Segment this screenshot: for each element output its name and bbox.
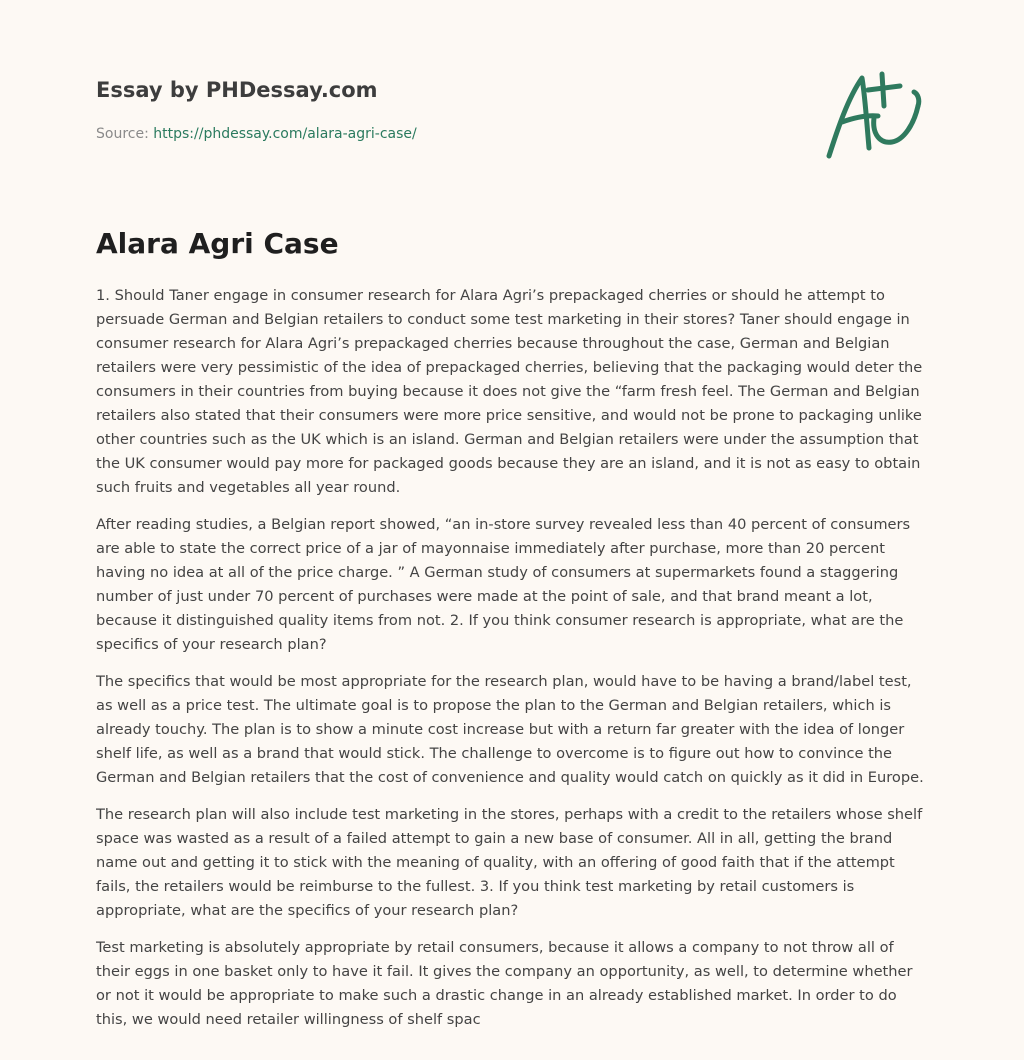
source-line <box>96 124 796 144</box>
essay-title: Alara Agri Case <box>96 227 339 260</box>
source-link[interactable]: https://phdessay.com/alara-agri-case/ <box>153 126 417 142</box>
essay-paragraph: 1. Should Taner engage in consumer research for Alara Agri’s prepackaged cherries or should he attempt to persuade German and Belgian retailers to conduct some test marketing in their stores? Taner should engage in consumer research for Alara Agri’s prepackaged cherries because throughout the case, German and Belgian retailers were very pessimistic of the idea of prepackaged cherries, believing that the packaging would deter the consumers in their countries from buying because it does not give the “farm fresh feel. The German and Belgian retailers also stated that their consumers were more price sensitive, and would not be prone to packaging unlike other countries such as the UK which is an island. German and Belgian retailers were under the assumption that the UK consumer would pay more for packaged goods because they are an island, and it is not as easy to obtain such fruits and vegetables all year round. <box>96 287 923 496</box>
essay-paragraph: The research plan will also include test marketing in the stores, perhaps with a credit to the retailers whose shelf space was wasted as a result of a failed attempt to gain a new base of consumer. All in all, getting the brand name out and getting it to stick with the meaning of quality, with an offering of good faith that if the attempt fails, the retailers would be reimburse to the fullest. 3. If you think test marketing by retail customers is appropriate, what are the specifics of your research plan? <box>96 806 923 919</box>
essay-paragraph: After reading studies, a Belgian report showed, “an in-store survey revealed less than 40 percent of consumers are able to state the correct price of a jar of mayonnaise immediately after purchase, more than 20 percent having no idea at all of the price charge. ” A German study of consumers at supermarkets found a staggering number of just under 70 percent of purchases were made at the point of sale, and that brand meant a lot, because it distinguished quality items from not. 2. If you think consumer research is appropriate, what are the specifics of your research plan? <box>96 516 911 653</box>
essay-paragraph: The specifics that would be most appropriate for the research plan, would have to be having a brand/label test, as well as a price test. The ultimate goal is to propose the plan to the German and Belgian retailers, which is already touchy. The plan is to show a minute cost increase but with a return far greater with the idea of longer shelf life, as well as a brand that would stick. The challenge to overcome is to figure out how to convince the German and Belgian retailers that the cost of convenience and quality would catch on quickly as it did in Europe. <box>96 673 924 786</box>
source-label: Source: <box>96 126 149 142</box>
site-brand: Essay by PHDessay.com <box>96 78 378 102</box>
page-header <box>96 72 796 144</box>
a-plus-logo-icon <box>822 68 928 164</box>
essay-paragraph: Test marketing is absolutely appropriate by retail consumers, because it allows a company to not throw all of their eggs in one basket only to have it fail. It gives the company an opportunity, as well, to determine whether or not it would be appropriate to make such a drastic change in an already established market. In order to do this, we would need retailer willingness of shelf spac <box>96 939 913 1028</box>
essay-body <box>96 284 928 1060</box>
